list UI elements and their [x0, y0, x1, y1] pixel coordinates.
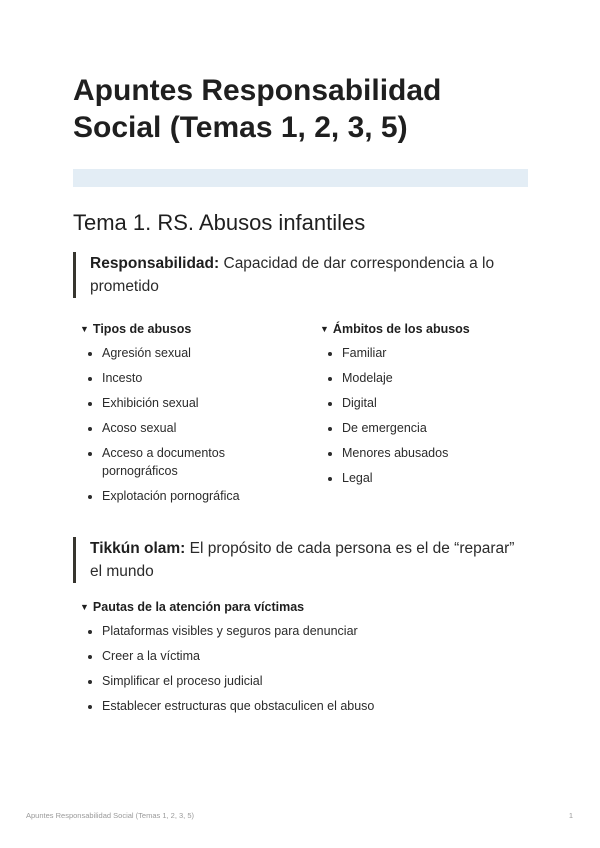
toggle-header[interactable]	[80, 599, 525, 615]
list-item: De emergencia	[320, 419, 525, 437]
title-line-1: Apuntes Responsabilidad	[73, 74, 442, 107]
list-item: Acoso sexual	[80, 419, 285, 437]
callout-text: El propósito de cada persona es el de “reparar” el mundo	[90, 540, 515, 580]
footer-page-number: 1	[568, 811, 573, 820]
list-item: Digital	[320, 394, 525, 412]
toggle-ambitos-de-los-abusos	[320, 321, 525, 487]
list-item: Acceso a documentos pornográficos	[80, 444, 285, 480]
triangle-down-icon[interactable]: ▼	[80, 324, 89, 334]
toggle-label: Pautas de la atención para víctimas	[92, 600, 305, 614]
list-item: Exhibición sexual	[80, 394, 285, 412]
callout-term: Tikkún olam:	[90, 540, 186, 557]
bullet-list	[80, 622, 525, 715]
list-item: Simplificar el proceso judicial	[80, 672, 525, 690]
list-item: Legal	[320, 469, 525, 487]
section-heading-tema-1: Tema 1. RS. Abusos infantiles	[73, 210, 366, 235]
toggle-label: Tipos de abusos	[92, 322, 192, 336]
toggle-tipos-de-abusos	[80, 321, 285, 505]
callout-term: Responsabilidad:	[90, 255, 220, 272]
list-item: Agresión sexual	[80, 344, 285, 362]
callout-responsabilidad	[73, 252, 528, 298]
toggle-pautas-atencion-victimas	[80, 599, 525, 715]
bullet-list	[320, 344, 525, 487]
bullet-list	[80, 344, 285, 505]
footer-document-name: Apuntes Responsabilidad Social (Temas 1, 2, 3, 5)	[26, 811, 195, 820]
list-item: Establecer estructuras que obstaculicen el abuso	[80, 697, 525, 715]
toggle-label: Ámbitos de los abusos	[332, 322, 470, 336]
toggle-header[interactable]	[320, 321, 525, 337]
list-item: Plataformas visibles y seguros para denunciar	[80, 622, 525, 640]
callout-tikkun-olam	[73, 537, 528, 583]
list-item: Modelaje	[320, 369, 525, 387]
triangle-down-icon[interactable]: ▼	[80, 602, 89, 612]
page-title	[73, 72, 528, 146]
list-item: Creer a la víctima	[80, 647, 525, 665]
toggle-header[interactable]	[80, 321, 285, 337]
table-of-contents-bar[interactable]	[73, 169, 528, 187]
list-item: Incesto	[80, 369, 285, 387]
title-line-2: Social (Temas 1, 2, 3, 5)	[73, 111, 408, 144]
list-item: Menores abusados	[320, 444, 525, 462]
list-item: Explotación pornográfica	[80, 487, 285, 505]
triangle-down-icon[interactable]: ▼	[320, 324, 329, 334]
callout-text: Capacidad de dar correspondencia a lo prometido	[90, 255, 495, 295]
list-item: Familiar	[320, 344, 525, 362]
